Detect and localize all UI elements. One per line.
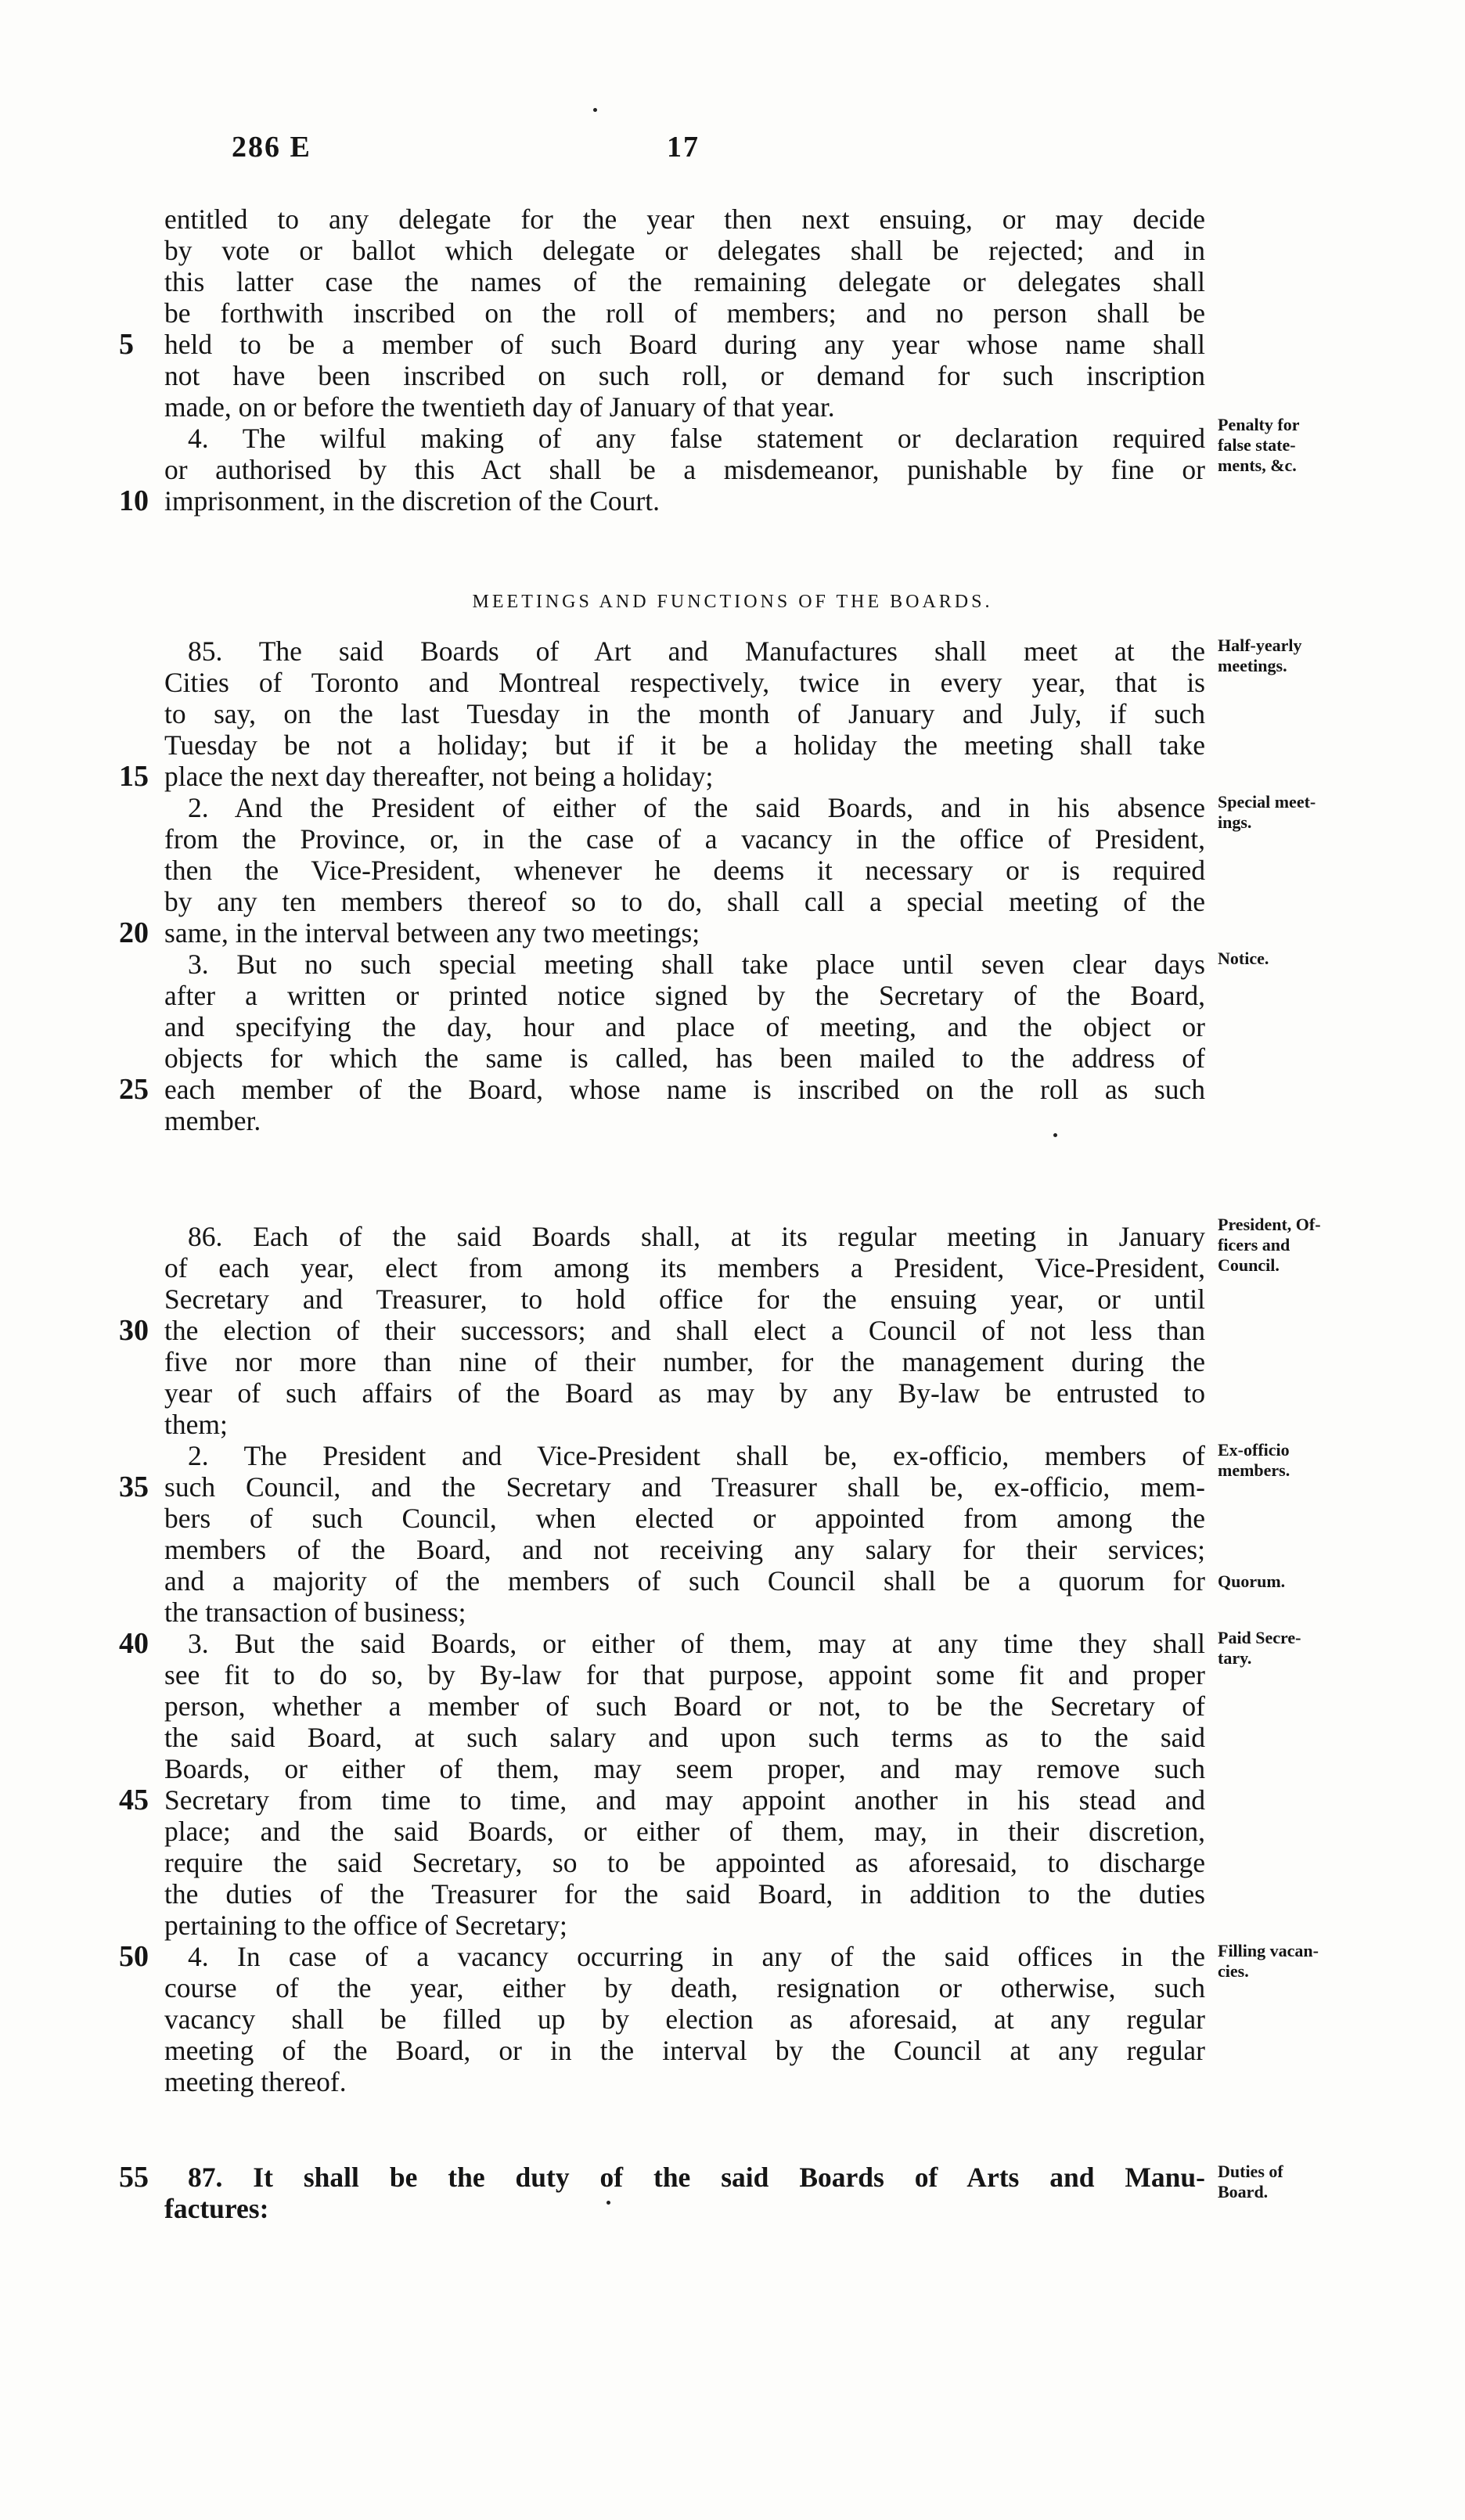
- text-line: imprisonment, in the discretion of the Court.: [164, 485, 660, 517]
- text-line: factures:: [164, 2193, 269, 2224]
- margin-note: Quorum.: [1218, 1571, 1286, 1591]
- text-line: and specifying the day, hour and place of meeting, and the object or: [164, 1011, 1205, 1042]
- text-line: Cities of Toronto and Montreal respectively, twice in every year, that is: [164, 667, 1205, 698]
- text-line: made, on or before the twentieth day of January of that year.: [164, 391, 835, 423]
- text-line: or authorised by this Act shall be a misdemeanor, punishable by fine or: [164, 454, 1205, 485]
- page-number: 17: [667, 131, 700, 164]
- line-number: 25: [119, 1073, 149, 1106]
- margin-note: Notice.: [1218, 949, 1269, 968]
- line-number: 35: [119, 1471, 149, 1503]
- text-line: the duties of the Treasurer for the said Board, in addition to the duties: [164, 1878, 1205, 1910]
- text-line: to say, on the last Tuesday in the month of January and July, if such: [164, 698, 1205, 729]
- print-speck: [593, 108, 597, 112]
- text-line: year of such affairs of the Board as may by any By-law be entrusted to: [164, 1377, 1205, 1409]
- text-line: Boards, or either of them, may seem proper, and may remove such: [164, 1753, 1205, 1784]
- text-line: 4. The wilful making of any false statement or declaration required: [188, 423, 1205, 454]
- text-line: 3. But the said Boards, or either of them, may at any time they shall: [188, 1628, 1205, 1659]
- text-line: meeting of the Board, or in the interval by the Council at any regular: [164, 2035, 1205, 2066]
- text-line: objects for which the same is called, has been mailed to the address of: [164, 1042, 1205, 1074]
- page-reference: 286 E: [232, 131, 311, 164]
- text-line: by any ten members thereof so to do, shall call a special meeting of the: [164, 886, 1205, 917]
- margin-note: Duties of Board.: [1218, 2162, 1283, 2201]
- text-line: 3. But no such special meeting shall take place until seven clear days: [188, 949, 1205, 980]
- margin-note: Half-yearly meetings.: [1218, 635, 1302, 675]
- text-line: of each year, elect from among its members a President, Vice-President,: [164, 1252, 1205, 1283]
- text-line: members of the Board, and not receiving any salary for their services;: [164, 1534, 1205, 1565]
- text-line: by vote or ballot which delegate or delegates shall be rejected; and in: [164, 235, 1205, 266]
- line-number: 50: [119, 1940, 149, 1973]
- text-line: from the Province, or, in the case of a vacancy in the office of President,: [164, 823, 1205, 855]
- text-line: held to be a member of such Board during any year whose name shall: [164, 329, 1205, 360]
- text-line: place; and the said Boards, or either of them, may, in their discretion,: [164, 1816, 1205, 1847]
- text-line: member.: [164, 1105, 261, 1136]
- text-line: meeting thereof.: [164, 2066, 347, 2097]
- text-line: each member of the Board, whose name is inscribed on the roll as such: [164, 1074, 1205, 1105]
- text-line: then the Vice-President, whenever he deems it necessary or is required: [164, 855, 1205, 886]
- line-number: 20: [119, 916, 149, 949]
- text-line: and a majority of the members of such Council shall be a quorum for: [164, 1565, 1205, 1597]
- text-line: 4. In case of a vacancy occurring in any of the said offices in the: [188, 1941, 1205, 1972]
- text-line: course of the year, either by death, resignation or otherwise, such: [164, 1972, 1205, 2003]
- line-number: 30: [119, 1314, 149, 1347]
- text-line: Tuesday be not a holiday; but if it be a holiday the meeting shall take: [164, 729, 1205, 761]
- text-line: the said Board, at such salary and upon such terms as to the said: [164, 1722, 1205, 1753]
- line-number: 45: [119, 1784, 149, 1816]
- text-line: them;: [164, 1409, 228, 1440]
- section-heading: MEETINGS AND FUNCTIONS OF THE BOARDS.: [472, 592, 993, 612]
- text-line: the transaction of business;: [164, 1597, 466, 1628]
- text-line: 85. The said Boards of Art and Manufactures shall meet at the: [188, 635, 1205, 667]
- margin-note: Penalty for false state- ments, &c.: [1218, 415, 1300, 475]
- text-line: this latter case the names of the remaining delegate or delegates shall: [164, 266, 1205, 297]
- text-line: person, whether a member of such Board or not, to be the Secretary of: [164, 1690, 1205, 1722]
- line-number: 15: [119, 760, 149, 793]
- margin-note: Ex-officio members.: [1218, 1440, 1290, 1480]
- text-line: pertaining to the office of Secretary;: [164, 1910, 567, 1941]
- line-number: 5: [119, 328, 134, 361]
- text-line: 2. And the President of either of the said Boards, and in his absence: [188, 792, 1205, 823]
- text-line: vacancy shall be filled up by election as aforesaid, at any regular: [164, 2003, 1205, 2035]
- text-line: Secretary from time to time, and may appoint another in his stead and: [164, 1784, 1205, 1816]
- text-line: place the next day thereafter, not being a holiday;: [164, 761, 714, 792]
- text-line: same, in the interval between any two meetings;: [164, 917, 700, 949]
- text-line: the election of their successors; and shall elect a Council of not less than: [164, 1315, 1205, 1346]
- text-line: 87. It shall be the duty of the said Boards of Arts and Manu-: [188, 2162, 1205, 2193]
- text-line: require the said Secretary, so to be appointed as aforesaid, to discharge: [164, 1847, 1205, 1878]
- margin-note: President, Of- ficers and Council.: [1218, 1215, 1321, 1275]
- text-line: such Council, and the Secretary and Treasurer shall be, ex-officio, mem-: [164, 1471, 1205, 1503]
- text-line: Secretary and Treasurer, to hold office for the ensuing year, or until: [164, 1283, 1205, 1315]
- text-line: five nor more than nine of their number, for the management during the: [164, 1346, 1205, 1377]
- line-number: 10: [119, 484, 149, 517]
- text-line: 86. Each of the said Boards shall, at its regular meeting in January: [188, 1221, 1205, 1252]
- margin-note: Special meet- ings.: [1218, 792, 1316, 832]
- print-speck: [1053, 1133, 1057, 1137]
- text-line: see fit to do so, by By-law for that purpose, appoint some fit and proper: [164, 1659, 1205, 1690]
- text-line: 2. The President and Vice-President shall be, ex-officio, members of: [188, 1440, 1205, 1471]
- text-line: be forthwith inscribed on the roll of members; and no person shall be: [164, 297, 1205, 329]
- line-number: 55: [119, 2161, 149, 2194]
- text-line: after a written or printed notice signed by the Secretary of the Board,: [164, 980, 1205, 1011]
- margin-note: Paid Secre- tary.: [1218, 1628, 1301, 1668]
- text-line: bers of such Council, when elected or appointed from among the: [164, 1503, 1205, 1534]
- line-number: 40: [119, 1627, 149, 1660]
- text-line: not have been inscribed on such roll, or demand for such inscription: [164, 360, 1205, 391]
- print-speck: [607, 2201, 610, 2205]
- text-line: entitled to any delegate for the year then next ensuing, or may decide: [164, 203, 1205, 235]
- margin-note: Filling vacan- cies.: [1218, 1941, 1319, 1981]
